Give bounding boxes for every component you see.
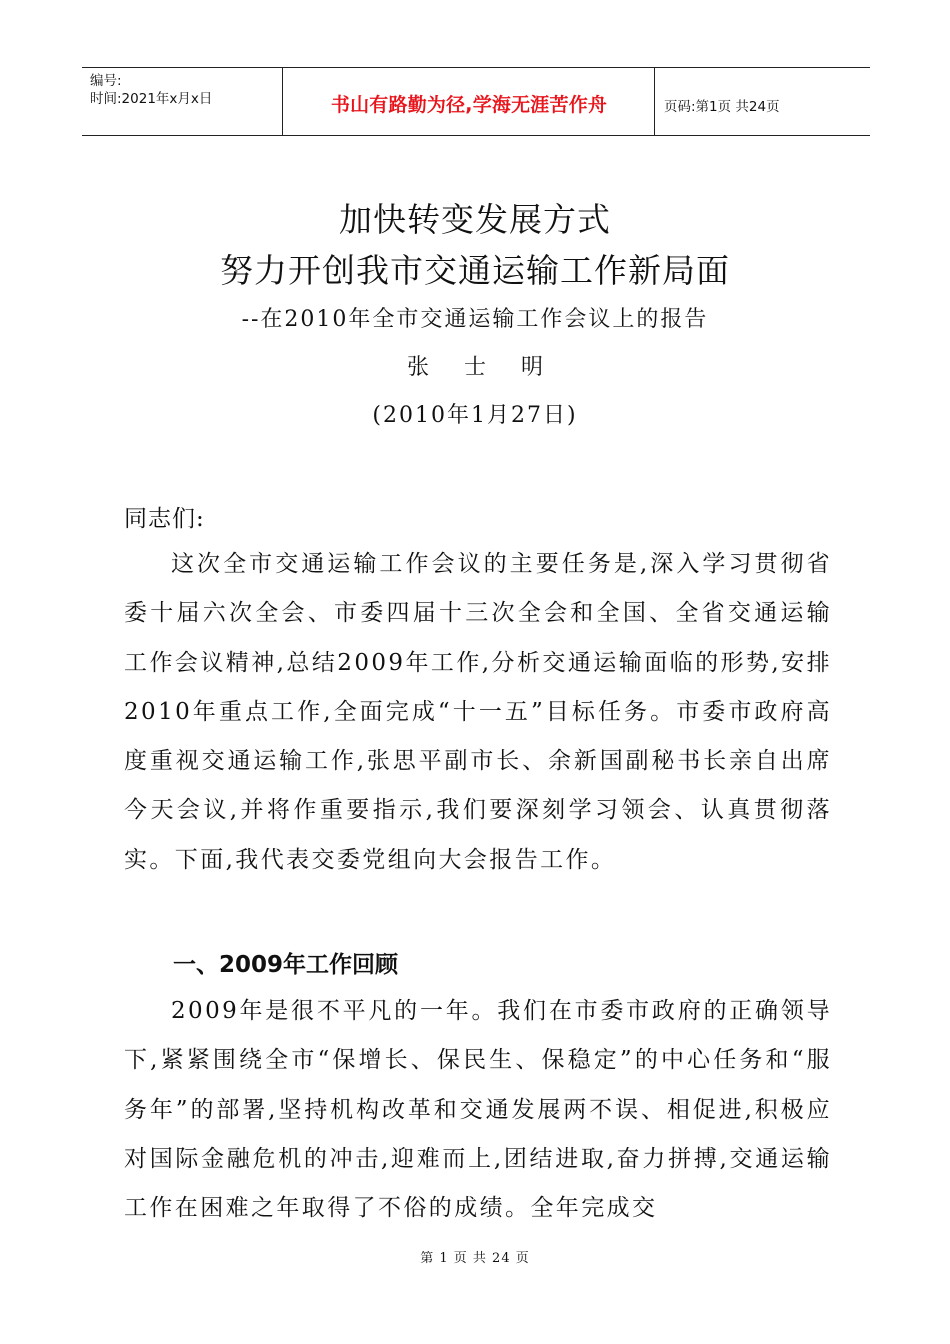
section-heading-1: 一、2009年工作回顾 — [173, 952, 399, 978]
header-time: 时间:2021年x月x日 — [90, 91, 213, 107]
author: 张 士 明 — [407, 355, 557, 380]
page-footer: 第 1 页 共 24 页 — [420, 1251, 530, 1266]
header-number: 编号: — [90, 73, 122, 89]
header-divider-right — [654, 68, 655, 135]
salutation: 同志们: — [124, 506, 205, 532]
title-line-2: 努力开创我市交通运输工作新局面 — [220, 251, 730, 290]
header-motto: 书山有路勤为径,学海无涯苦作舟 — [330, 94, 608, 116]
title-line-1: 加快转变发展方式 — [339, 200, 611, 239]
document-header-table — [82, 67, 870, 136]
report-date: (2010年1月27日) — [372, 403, 578, 428]
subtitle: --在2010年全市交通运输工作会议上的报告 — [241, 307, 709, 332]
paragraph-intro: 这次全市交通运输工作会议的主要任务是,深入学习贯彻省委十届六次全会、市委四届十三次全会和全国、全省交通运输工作会议精神,总结2009年工作,分析交通运输面临的形势,安排2010年重点工作,全面完成“十一五”目标任务。市委市政府高度重视交通运输工作,张思平副市长、余新国副秘书长亲自出席今天会议,并将作重要指示,我们要深刻学习领会、认真贯彻落实。下面,我代表交委党组向大会报告工作。 — [124, 551, 832, 873]
header-meta — [90, 72, 212, 108]
header-page-info: 页码:第1页 共24页 — [664, 99, 780, 115]
paragraph-review: 2009年是很不平凡的一年。我们在市委市政府的正确领导下,紧紧围绕全市“保增长、保民生、保稳定”的中心任务和“服务年”的部署,坚持机构改革和交通发展两不误、相促进,积极应对国际金融危机的冲击,迎难而上,团结进取,奋力拼搏,交通运输工作在困难之年取得了不俗的成绩。全年完成交 — [124, 998, 832, 1222]
